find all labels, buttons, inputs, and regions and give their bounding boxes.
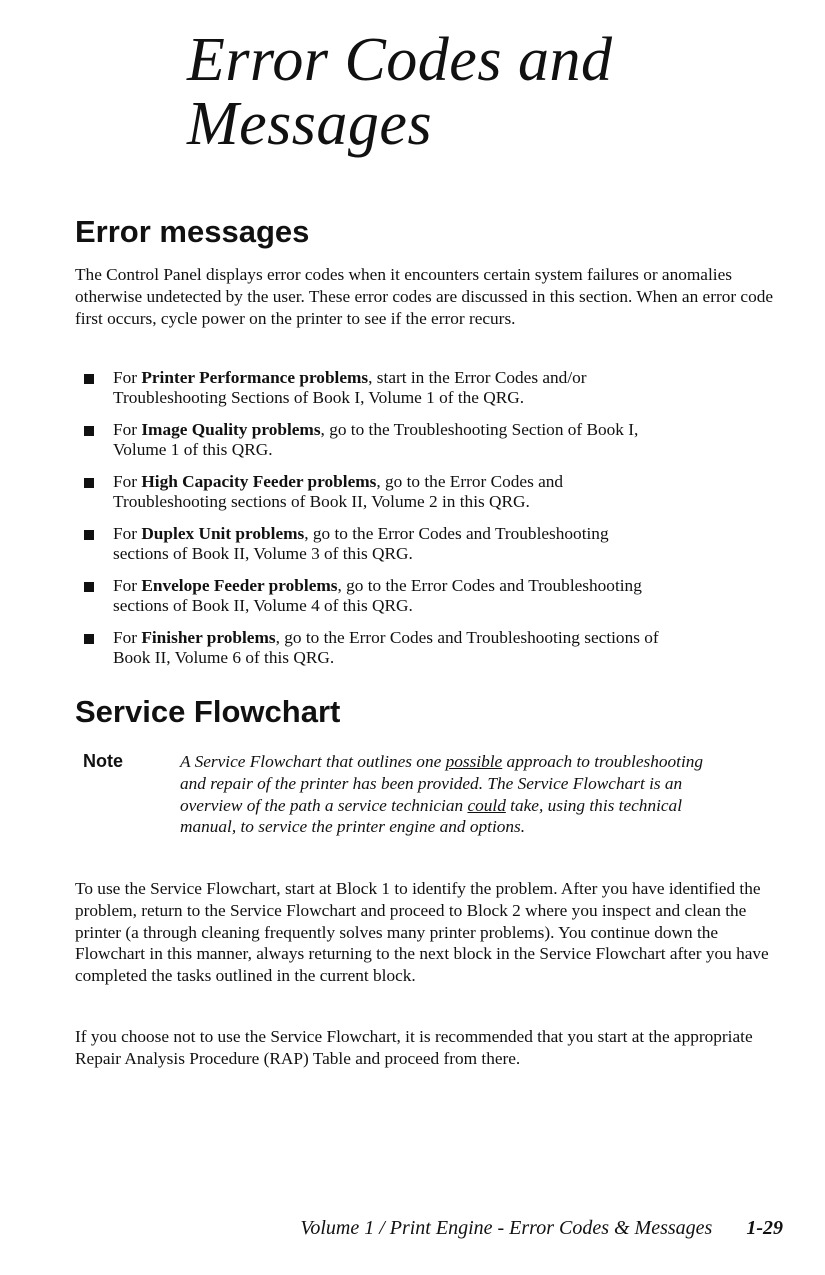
bullet-text-line-2: Volume 1 of this QRG. [113,440,273,459]
bullet-topic: Image Quality problems [141,420,321,439]
page-number: 1-29 [746,1217,783,1239]
page-title [187,28,612,156]
bullet-text: , go to the Troubleshooting Section of Book I, [320,420,639,439]
bullet-text: , start in the Error Codes and/or [368,368,587,387]
bullet-topic: Duplex Unit problems [141,524,305,543]
bullet-prefix: For [113,420,142,439]
bullet-prefix: For [113,576,142,595]
list-item [75,420,775,472]
bullet-square-icon [84,634,94,644]
bullet-square-icon [84,426,94,436]
bullet-text: , go to the Error Codes and Troubleshooting [337,576,642,595]
page-footer [300,1217,783,1240]
bullet-square-icon [84,530,94,540]
bullet-text: , go to the Error Codes and Troubleshooting [304,524,609,543]
flowchart-alternative-paragraph: If you choose not to use the Service Flowchart, it is recommended that you start at the appropriate Repair Analysis Procedure (RAP) Table and proceed from there. [75,1027,753,1068]
flowchart-usage-paragraph: To use the Service Flowchart, start at Block 1 to identify the problem. After you have identified the problem, return to the Service Flowchart and proceed to Block 2 where you inspect and clean the printer (a through cleaning frequently solves many printer problems). You continue down the Flowchart in this manner, always returning to the next block in the Service Flowchart after you have completed the tasks outlined in the current block. [75,879,769,986]
problem-list [75,368,775,680]
page-title-line-2: Messages [187,90,433,158]
bullet-text-line-2: Troubleshooting sections of Book II, Volume 2 in this QRG. [113,492,530,511]
bullet-text: , go to the Error Codes and Troubleshooting sections of [275,628,659,647]
note-text-part: A Service Flowchart that outlines one [180,752,446,771]
list-item [75,524,775,576]
note-text [180,751,720,838]
bullet-prefix: For [113,472,142,491]
bullet-text-line-2: Troubleshooting Sections of Book I, Volume 1 of the QRG. [113,388,525,407]
list-item [75,628,775,680]
note-text-part: approach to troubleshooting and repair of the printer has been provided. The Service Flowchart is an overview of the path a service technician [180,752,704,815]
note-text-part: take, using this technical manual, to service the printer engine and options. [180,795,682,837]
note-label: Note [83,751,123,771]
page-title-line-1: Error Codes and [187,26,613,94]
bullet-topic: Envelope Feeder problems [141,576,338,595]
bullet-prefix: For [113,524,142,543]
service-flowchart-heading: Service Flowchart [75,694,341,729]
bullet-text: , go to the Error Codes and [376,472,564,491]
footer-text: Volume 1 / Print Engine - Error Codes & Messages [300,1217,713,1239]
bullet-topic: Printer Performance problems [141,368,369,387]
bullet-text-line-2: sections of Book II, Volume 3 of this QRG. [113,544,413,563]
error-messages-intro: The Control Panel displays error codes when it encounters certain system failures or anomalies otherwise undetected by the user. These error codes are discussed in this section. When an error code first occurs, cycle power on the printer to see if the error recurs. [75,265,774,328]
bullet-text-line-2: sections of Book II, Volume 4 of this QRG. [113,596,413,615]
note-emphasis: possible [445,752,503,771]
list-item [75,472,775,524]
bullet-prefix: For [113,368,142,387]
bullet-text-line-2: Book II, Volume 6 of this QRG. [113,648,335,667]
bullet-square-icon [84,582,94,592]
bullet-square-icon [84,374,94,384]
bullet-topic: High Capacity Feeder problems [141,472,377,491]
bullet-prefix: For [113,628,142,647]
note-emphasis: could [467,795,506,815]
bullet-topic: Finisher problems [141,628,276,647]
list-item [75,368,775,420]
bullet-square-icon [84,478,94,488]
list-item [75,576,775,628]
error-messages-heading: Error messages [75,214,310,249]
